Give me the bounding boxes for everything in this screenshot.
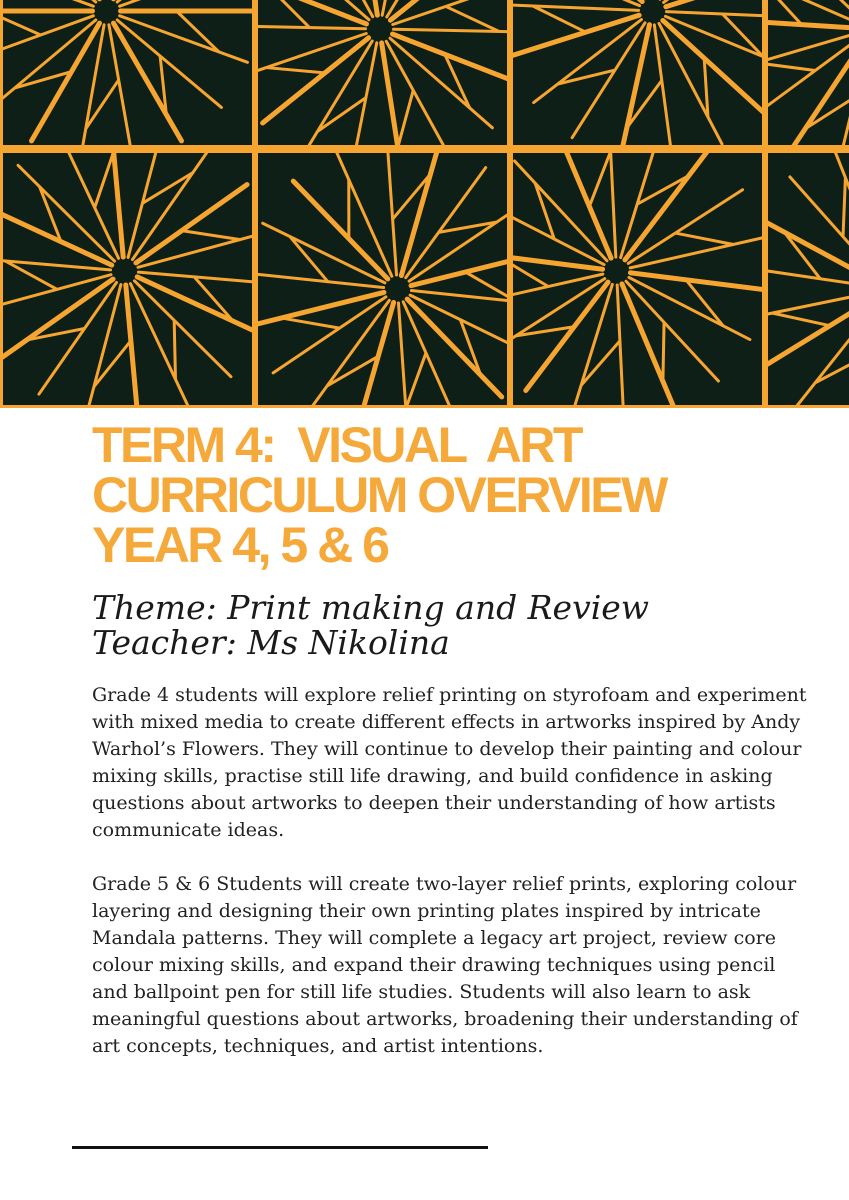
- relief-print-pattern: [0, 0, 849, 408]
- title-line-term: TERM 4: VISUAL ART: [92, 417, 581, 473]
- subtitle-block: [92, 590, 832, 660]
- description-body: [92, 682, 812, 1087]
- title-line-year: YEAR 4, 5 & 6: [92, 517, 388, 573]
- theme-line: Theme: Print making and Review: [92, 588, 650, 627]
- hero-print-image: [0, 0, 849, 408]
- grade-4-paragraph: Grade 4 students will explore relief printing on styrofoam and experiment with mixed media to create different effects in artworks inspired by Andy Warhol’s Flowers. They will continue to develop their painting and colour mixing skills, practise still life drawing, and build confidence in asking questions about artworks to deepen their understanding of how artists communicate ideas.: [92, 684, 807, 841]
- title-line-overview: CURRICULUM OVERVIEW: [92, 467, 666, 523]
- teacher-line: Teacher: Ms Nikolina: [92, 623, 450, 662]
- divider-line: [72, 1146, 488, 1149]
- page-title: [92, 417, 832, 573]
- grade-5-6-paragraph: Grade 5 & 6 Students will create two-layer relief prints, exploring colour layering and designing their own printing plates inspired by intricate Mandala patterns. They will complete a legacy art project, review core colour mixing skills, and expand their drawing techniques using pencil and ballpoint pen for still life studies. Students will also learn to ask meaningful questions about artworks, broadening their understanding of art concepts, techniques, and artist intentions.: [92, 873, 798, 1057]
